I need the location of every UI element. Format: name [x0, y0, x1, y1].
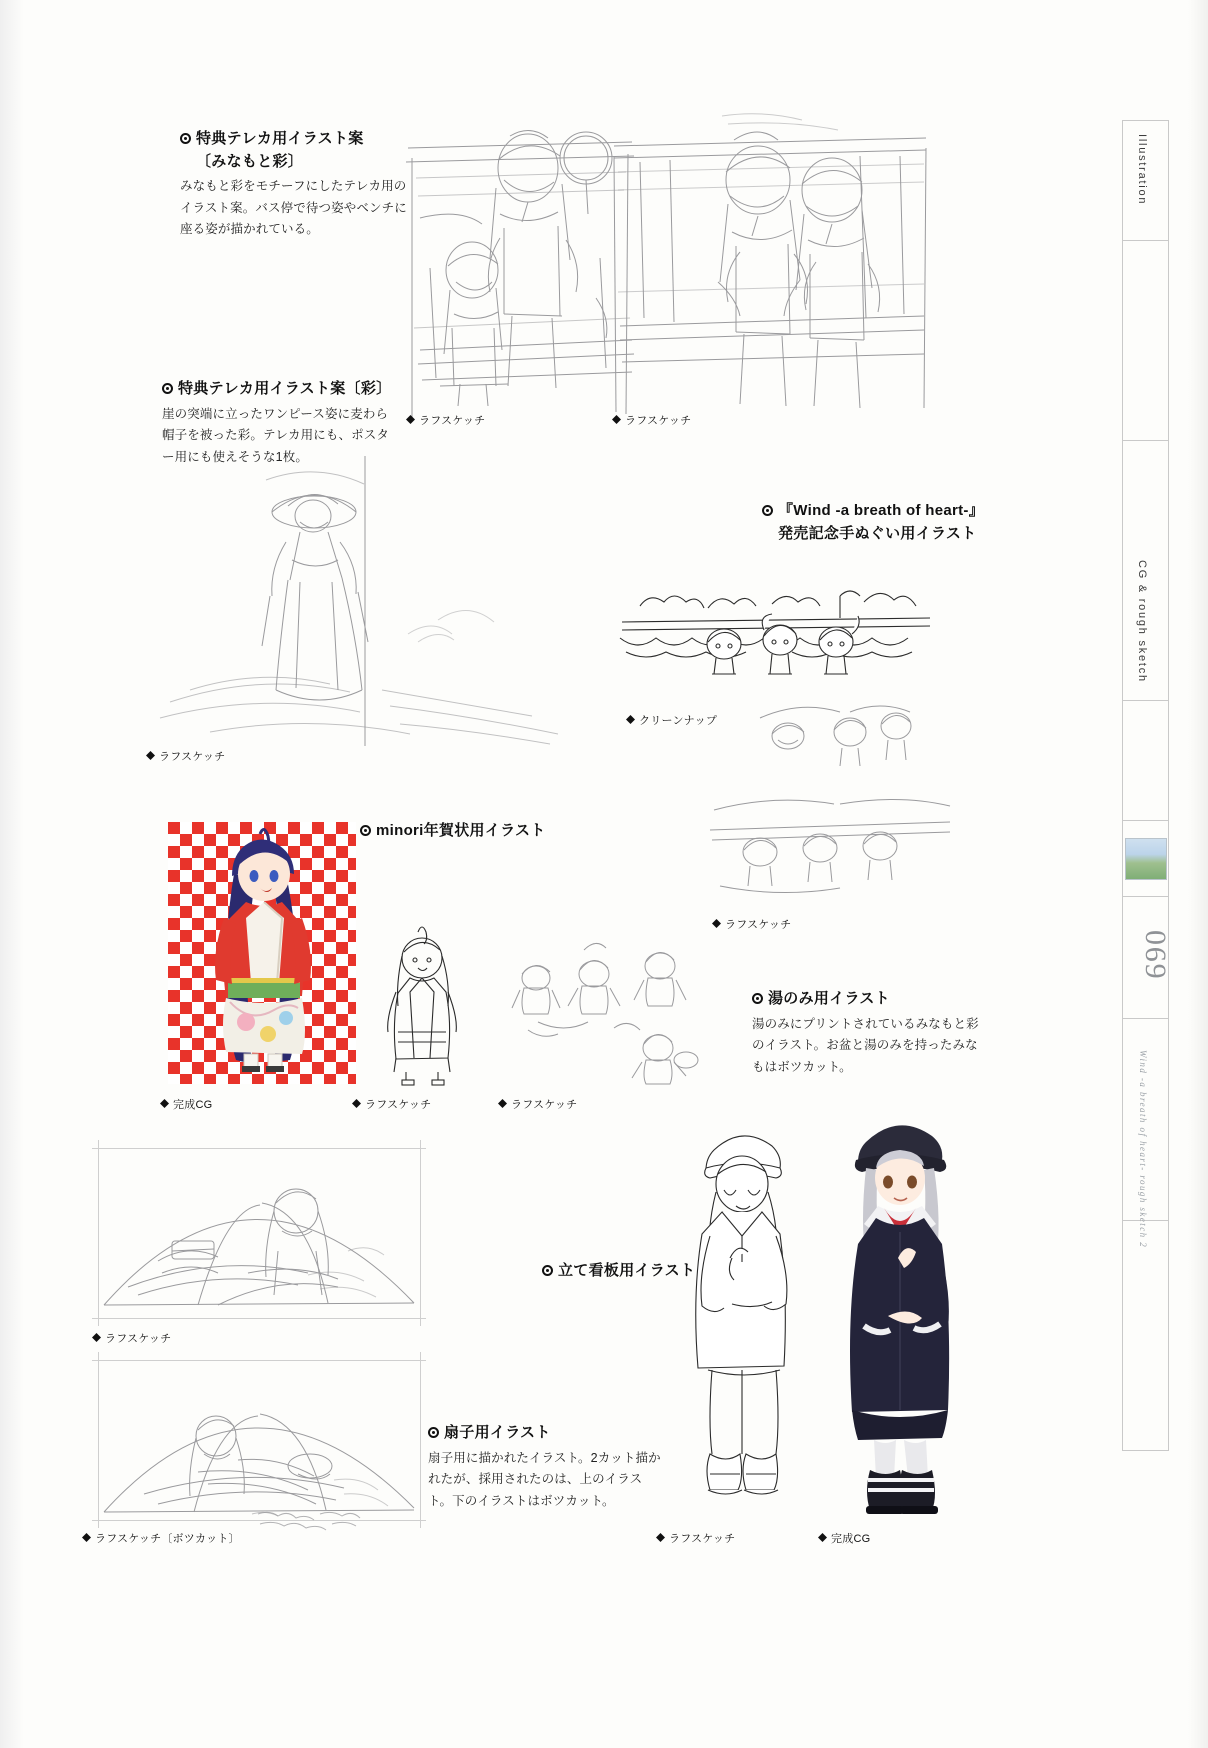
tag-rough-6: ラフスケッチ: [498, 1096, 577, 1112]
diamond-icon: [406, 415, 415, 424]
rail-rule: [1122, 1018, 1169, 1019]
diamond-icon: [626, 715, 635, 724]
caption-nenga: [360, 820, 600, 843]
diamond-icon: [352, 1099, 361, 1108]
rail-label-illustration: Illustration: [1136, 134, 1148, 206]
bullet-icon: [162, 383, 173, 394]
diamond-icon: [612, 415, 621, 424]
diamond-icon: [92, 1333, 101, 1342]
tag-rough-4: ラフスケッチ: [712, 916, 791, 932]
caption-body: 崖の突端に立ったワンピース姿に麦わら帽子を被った彩。テレカ用にも、ポスター用にも使えそうな1枚。: [162, 406, 390, 464]
rail-rule: [1122, 700, 1169, 701]
sketch-yunomi-cluster: [498, 930, 738, 1090]
sketch-telecard-busstop: [610, 112, 930, 417]
caption-heading: minori年賀状用イラスト: [360, 820, 600, 843]
tag-rough-2: ラフスケッチ: [612, 412, 691, 428]
caption-body: 湯のみにプリントされているみなもと彩のイラスト。お盆と湯のみを持ったみなもはボツカット。: [752, 1016, 979, 1074]
caption-tenugui: [762, 500, 1012, 545]
caption-heading: 『Wind -a breath of heart-』 発売記念手ぬぐい用イラスト: [762, 500, 1012, 545]
diamond-icon: [498, 1099, 507, 1108]
diamond-icon: [82, 1533, 91, 1542]
caption-sensu: [428, 1422, 662, 1512]
sketch-fan-2-memo: [254, 1508, 384, 1534]
rail-rule: [1122, 440, 1169, 441]
rail-rule: [1122, 896, 1169, 897]
tag-rough-8: ラフスケッチ〔ボツカット〕: [82, 1530, 240, 1546]
rail-divider: [1168, 120, 1169, 1450]
artwork-signboard-lineart: [672, 1108, 812, 1518]
tag-cleanup: クリーンナップ: [626, 712, 717, 728]
caption-heading: 湯のみ用イラスト: [752, 988, 988, 1011]
bullet-icon: [752, 993, 763, 1004]
diamond-icon: [818, 1533, 827, 1542]
tag-rough-1: ラフスケッチ: [406, 412, 485, 428]
tag-finished-cg-2: 完成CG: [818, 1530, 870, 1546]
caption-yunomi: [752, 988, 988, 1078]
bullet-icon: [360, 825, 371, 836]
caption-heading: 扇子用イラスト: [428, 1422, 662, 1445]
page-side-rail: [1116, 120, 1174, 1450]
diamond-icon: [656, 1533, 665, 1542]
caption-body: 扇子用に描かれたイラスト。2カット描かれたが、採用されたのは、上のイラスト。下のイラストはボツカット。: [428, 1450, 661, 1508]
caption-body: みなもと彩をモチーフにしたテレカ用のイラスト案。バス停で待つ姿やベンチに座る姿が描かれている。: [180, 179, 407, 236]
rail-rule: [1122, 120, 1169, 121]
diamond-icon: [712, 919, 721, 928]
caption-heading: 立て看板用イラスト: [542, 1260, 782, 1283]
tag-rough-5: ラフスケッチ: [352, 1096, 431, 1112]
guide-line: [92, 1148, 426, 1149]
caption-heading: 特典テレカ用イラスト案 〔みなもと彩〕: [180, 128, 410, 173]
guide-line: [420, 1352, 421, 1528]
caption-telecard-minamoto: [180, 128, 410, 241]
rail-rule: [1122, 240, 1169, 241]
rail-label-section: CG & rough sketch: [1136, 560, 1148, 683]
bullet-icon: [762, 505, 773, 516]
bullet-icon: [180, 133, 191, 144]
rail-rule: [1122, 1450, 1169, 1451]
sketch-nenga-standing: [358, 920, 488, 1090]
tag-rough-9: ラフスケッチ: [656, 1530, 735, 1546]
rail-rule: [1122, 820, 1169, 821]
sketch-fan-1: [98, 1155, 420, 1317]
tag-rough-7: ラフスケッチ: [92, 1330, 171, 1346]
sketch-telecard-bench: [400, 118, 640, 418]
rail-footer-label: Wind -a breath of heart- rough sketch 2: [1138, 1050, 1148, 1249]
diamond-icon: [160, 1099, 169, 1108]
artwork-signboard-cg: [828, 1098, 978, 1523]
tag-finished-cg-1: 完成CG: [160, 1096, 212, 1112]
chapter-thumbnail: [1125, 838, 1167, 880]
bullet-icon: [542, 1265, 553, 1276]
diamond-icon: [146, 751, 155, 760]
sketch-cliff-girl: [150, 450, 570, 750]
artwork-nenga-cg: [168, 822, 356, 1084]
sketch-tenugui-rough: [700, 690, 960, 920]
artwork-tenugui-cleanup: [612, 560, 942, 710]
sketch-fan-2: [98, 1364, 420, 1520]
guide-line: [420, 1140, 421, 1326]
caption-heading: 特典テレカ用イラスト案〔彩〕: [162, 378, 394, 401]
bullet-icon: [428, 1427, 439, 1438]
guide-line: [92, 1360, 426, 1361]
rail-divider: [1122, 120, 1123, 1450]
guide-line: [92, 1318, 426, 1319]
page-number: 069: [1139, 930, 1172, 981]
tag-rough-3: ラフスケッチ: [146, 748, 225, 764]
